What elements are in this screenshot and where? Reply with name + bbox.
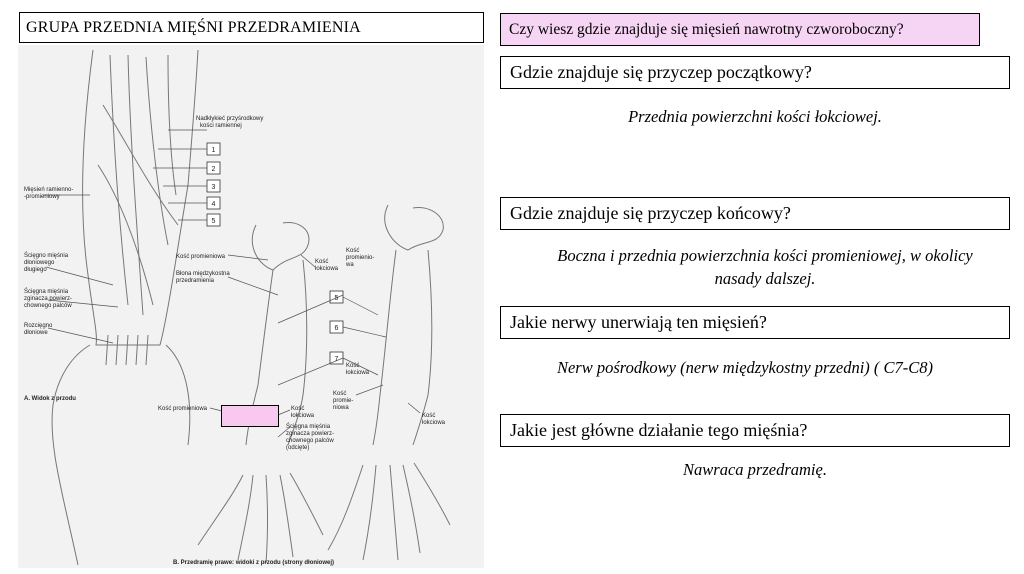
label-kosc-lok-2: łokciowa (315, 266, 339, 272)
label-kosc-prom-c3: niowa (333, 405, 349, 411)
label-kosc-prom: Kość promieniowa (176, 254, 226, 260)
label-sciegno-2a: Ścięgna mięśnia (24, 289, 69, 295)
label-sciegno-1a: Ścięgno mięśnia (24, 253, 69, 259)
label-rozciegno-1: Rozcięgno (24, 323, 53, 329)
answer-1: Przednia powierzchni kości łokciowej. (628, 107, 882, 126)
question-intro (500, 13, 980, 46)
question-3-text: Jakie nerwy unerwiają ten mięsień? (510, 312, 767, 332)
label-sciegno-1c: długiego (24, 267, 47, 273)
question-intro-text: Czy wiesz gdzie znajduje się mięsień nawrotny czworoboczny? (509, 20, 904, 38)
label-kosc-lok-c2: łokciowa (346, 370, 370, 376)
label-rozciegno-2: dłoniowe (24, 330, 48, 336)
page-title (19, 12, 484, 43)
label-sciegno-2b: zginacza powierz- (24, 296, 73, 302)
label-kosc-prom-r3: wa (346, 262, 354, 268)
label-sciegna-b3: chownego palców (286, 438, 334, 444)
callout-5b: 5 (334, 295, 339, 302)
question-4-text: Jakie jest główne działanie tego mięśnia? (510, 420, 808, 440)
question-box-4 (500, 414, 1010, 447)
label-kosc-lok-c1: Kość (346, 363, 360, 369)
label-kosc-lok-b2: łokciowa (291, 413, 315, 419)
label-kosc-lok-d2: łokciowa (422, 420, 446, 426)
label-kosc-prom-c2: promie- (333, 398, 354, 404)
question-2-text: Gdzie znajduje się przyczep końcowy? (510, 203, 791, 223)
label-kosc-lok-d1: Kość (422, 413, 436, 419)
label-nadklykiec-2: kości ramiennej (200, 123, 242, 129)
label-kosc-prom-c1: Kość (333, 391, 347, 397)
label-sciegna-b1: Ścięgna mięśnia (286, 424, 331, 430)
answer-3: Nerw pośrodkowy (nerw międzykostny przedni) ( C7-C8) (556, 358, 934, 377)
callout-3: 3 (211, 184, 216, 191)
label-miesien-1: Mięsień ramienno- (24, 187, 74, 193)
question-1-text: Gdzie znajduje się przyczep początkowy? (510, 62, 812, 82)
label-kosc-prom-r1: Kość (346, 248, 360, 254)
question-box-2 (500, 197, 1010, 230)
callout-1: 1 (211, 147, 216, 154)
callout-6: 6 (334, 325, 339, 332)
label-kosc-prom-l: Kość promieniowa (158, 406, 208, 412)
label-sciegna-b2: zginacza powierz- (286, 431, 335, 437)
callout-4: 4 (211, 201, 216, 208)
label-widok-a: A. Widok z przodu (24, 396, 76, 402)
answer-2-line-1: Boczna i przednia powierzchnia kości promieniowej, w okolicy (557, 246, 973, 265)
answer-4: Nawraca przedramię. (683, 460, 827, 479)
label-nadklykiec: Nadkłykieć przyśrodkowy (196, 116, 264, 122)
label-sciegno-2c: chownego palców (24, 303, 72, 309)
label-widok-b: B. Przedramię prawe: widoki z przodu (strony dłoniowej) (173, 560, 335, 566)
question-box-3 (500, 306, 1010, 339)
page-title-text: GRUPA PRZEDNIA MIĘŚNI PRZEDRAMIENIA (26, 18, 361, 36)
callout-2: 2 (211, 166, 216, 173)
question-box-1 (500, 56, 1010, 89)
label-kosc-lok-1: Kość (315, 259, 329, 265)
label-miesien-2: -promieniowy (24, 194, 60, 200)
callout-7: 7 (334, 356, 339, 363)
label-sciegno-1b: dłoniowego (24, 260, 55, 266)
label-blona-2: przedramienia (176, 278, 215, 284)
pronator-quadratus-highlight (221, 405, 279, 427)
anatomy-figure (18, 45, 484, 568)
label-kosc-prom-r2: promienio- (346, 255, 375, 261)
label-kosc-lok-b1: Kość (291, 406, 305, 412)
label-blona-1: Błona międzykostna (176, 271, 230, 277)
answer-2-line-2: nasady dalszej. (714, 269, 816, 288)
callout-5: 5 (211, 218, 216, 225)
answer-2 (500, 244, 1024, 290)
label-sciegna-b4: (odcięte) (286, 445, 310, 451)
